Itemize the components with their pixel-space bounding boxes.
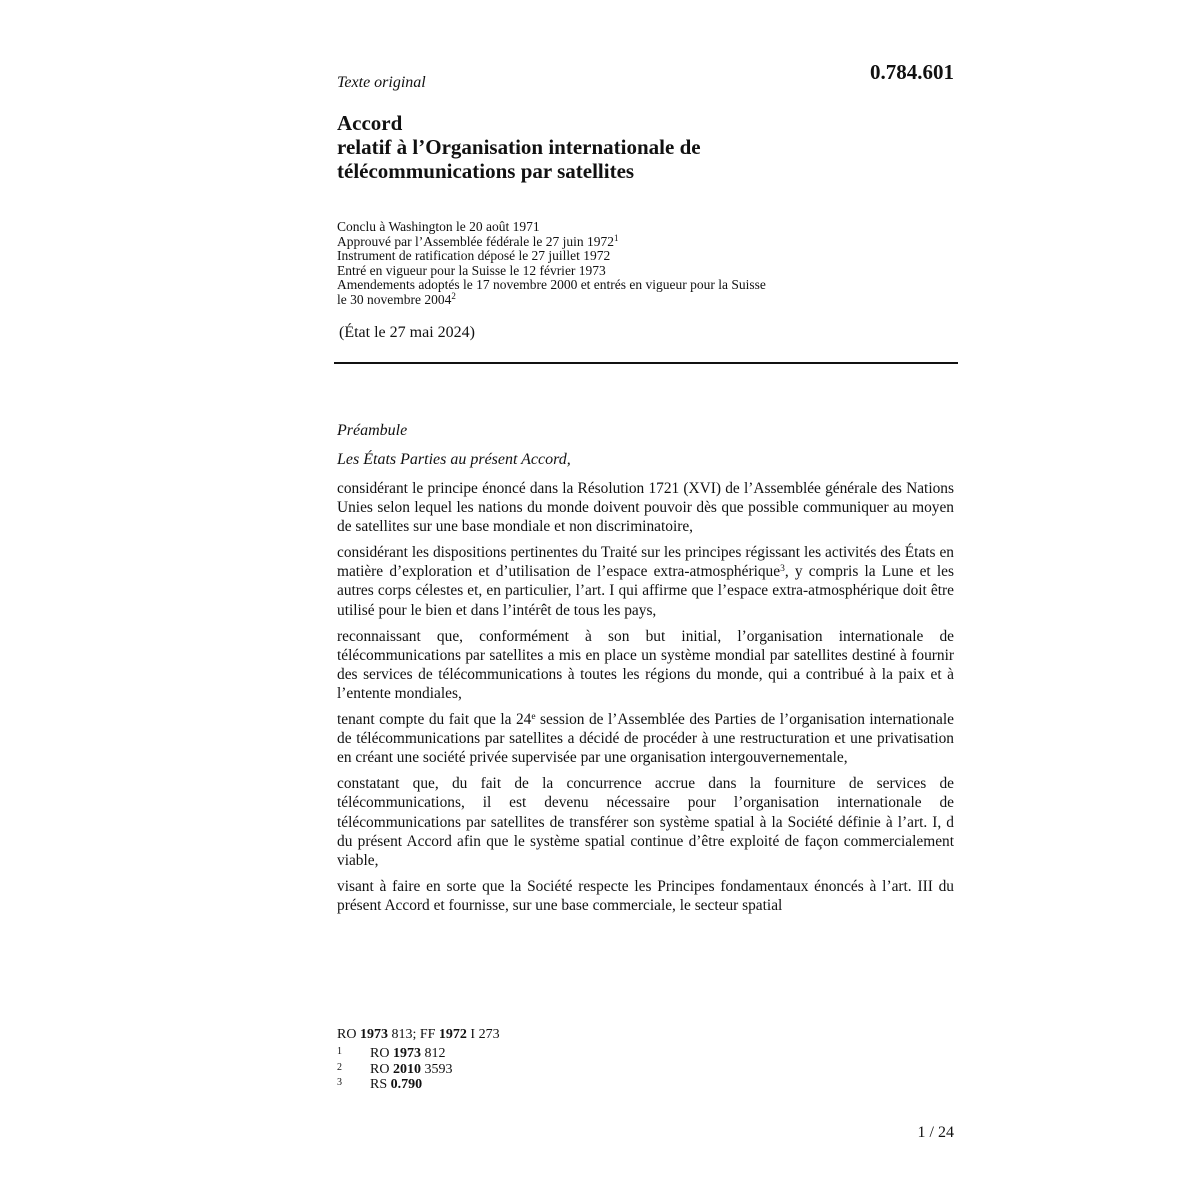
title-line-1: Accord (337, 111, 403, 135)
preamble-paragraph-5: constatant que, du fait de la concurrence accrue dans la fourniture de services de télécommunications, il est devenu nécessaire pour l’organisation internationale de télécommunications par satellites de transférer son système spatial à la Société définie à l’art. I, d du présent Accord afin que le système spatial continue d’être exploité de façon commercialement viable, (337, 775, 954, 869)
meta-approved: Approuvé par l’Assemblée fédérale le 27 juin 1972 (337, 233, 615, 249)
preamble-paragraph-2-part-a: considérant les dispositions pertinentes du Traité sur les principes régissant les activités des États en matière d’exploration et d’utilisation de l’espace extra-atmosphérique (337, 544, 954, 581)
preamble-paragraph-1: considérant le principe énoncé dans la Résolution 1721 (XVI) de l’Assemblée générale des Nations Unies selon lequel les nations du monde doivent pouvoir dès que possible communiquer au moyen de satellites sur une base mondiale et non discriminatoire, (337, 480, 954, 536)
footnote-ref-3[interactable]: 3 (780, 564, 785, 575)
footnote-ref-2[interactable]: 2 (451, 290, 456, 301)
state-date: (État le 27 mai 2024) (339, 324, 475, 341)
ref-ff-page: I 273 (466, 1027, 500, 1042)
footnote-suffix: 812 (420, 1046, 446, 1061)
meta-approved-line (337, 232, 957, 250)
footnote-number: 2 (337, 1061, 342, 1073)
footnote-3 (337, 1077, 452, 1093)
document-number: 0.784.601 (870, 60, 954, 84)
footnote-prefix: RO (370, 1046, 393, 1061)
footnote-bold: 0.790 (390, 1077, 423, 1092)
footnote-1 (337, 1046, 452, 1062)
preamble-paragraph-3: reconnaissant que, conformément à son but initial, l’organisation internationale de télécommunications par satellites a mis en place un système mondial par satellites destiné à fournir des services de télécommunications à toutes les régions du monde, qui a contribué à la paix et à l’entente mondiales, (337, 627, 954, 702)
ref-ro-year: 1973 (359, 1027, 388, 1042)
ref-ro-page: 813; FF (387, 1027, 439, 1042)
preamble-parties: Les États Parties au présent Accord, (337, 451, 571, 468)
footnote-2 (337, 1062, 452, 1078)
preamble-paragraph-4-part-a: tenant compte du fait que la 24 (337, 711, 532, 729)
publication-reference (337, 1027, 500, 1043)
meta-amendments: Amendements adoptés le 17 novembre 2000 et entrés en vigueur pour la Suisse (337, 277, 766, 293)
header-divider (334, 362, 958, 364)
title-line-3: télécommunications par satellites (337, 159, 635, 183)
footnote-text (370, 1077, 422, 1093)
ordinal-suffix: e (531, 712, 536, 723)
title-line-2: relatif à l’Organisation internationale de (337, 135, 701, 159)
preamble-paragraph-2-part-b: , y compris la Lune et les autres corps célestes et, en particulier, l’art. I qui affirme que l’espace extra-atmosphérique doit être utilisé pour le bien et dans l’intérêt de tous les pays, (337, 563, 954, 619)
footnote-suffix: 3593 (420, 1061, 453, 1077)
footnotes (337, 1046, 452, 1093)
document-title (337, 111, 937, 183)
footnote-number: 1 (337, 1046, 342, 1057)
footnote-text (370, 1046, 445, 1062)
footnote-prefix: RS (370, 1077, 391, 1092)
preamble-paragraph-2 (337, 543, 954, 619)
preamble-paragraph-6: visant à faire en sorte que la Société respecte les Principes fondamentaux énoncés à l’art. III du présent Accord et fournisse, sur une base commerciale, le secteur spatial (337, 877, 954, 914)
preamble-title: Préambule (337, 422, 408, 439)
footnote-bold: 1973 (392, 1046, 421, 1061)
preamble-paragraph-4 (337, 710, 954, 767)
preamble-body (337, 479, 954, 922)
page-number: 1 / 24 (917, 1124, 954, 1141)
meta-amendments-date: le 30 novembre 2004 (337, 291, 452, 307)
document-metadata (337, 220, 957, 308)
footnote-prefix: RO (370, 1061, 393, 1077)
preamble-paragraph-4-part-b: session de l’Assemblée des Parties de l’organisation internationale de télécommunications par satellites a décidé de procéder à une restructuration et une privatisation en créant une société privée supervisée par une organisation intergouvernementale, (337, 711, 954, 767)
meta-amendments-date-line (337, 290, 957, 308)
footnote-text (370, 1062, 452, 1078)
original-text-label: Texte original (337, 74, 426, 91)
ref-ro-label: RO (337, 1027, 360, 1042)
meta-in-force: Entré en vigueur pour la Suisse le 12 février 1973 (337, 262, 606, 278)
meta-ratification: Instrument de ratification déposé le 27 juillet 1972 (337, 248, 611, 264)
footnote-number: 3 (337, 1077, 342, 1088)
meta-concluded: Conclu à Washington le 20 août 1971 (337, 219, 540, 234)
footnote-ref-1[interactable]: 1 (614, 232, 619, 243)
footnote-bold: 2010 (392, 1061, 421, 1077)
ref-ff-year: 1972 (438, 1027, 467, 1042)
